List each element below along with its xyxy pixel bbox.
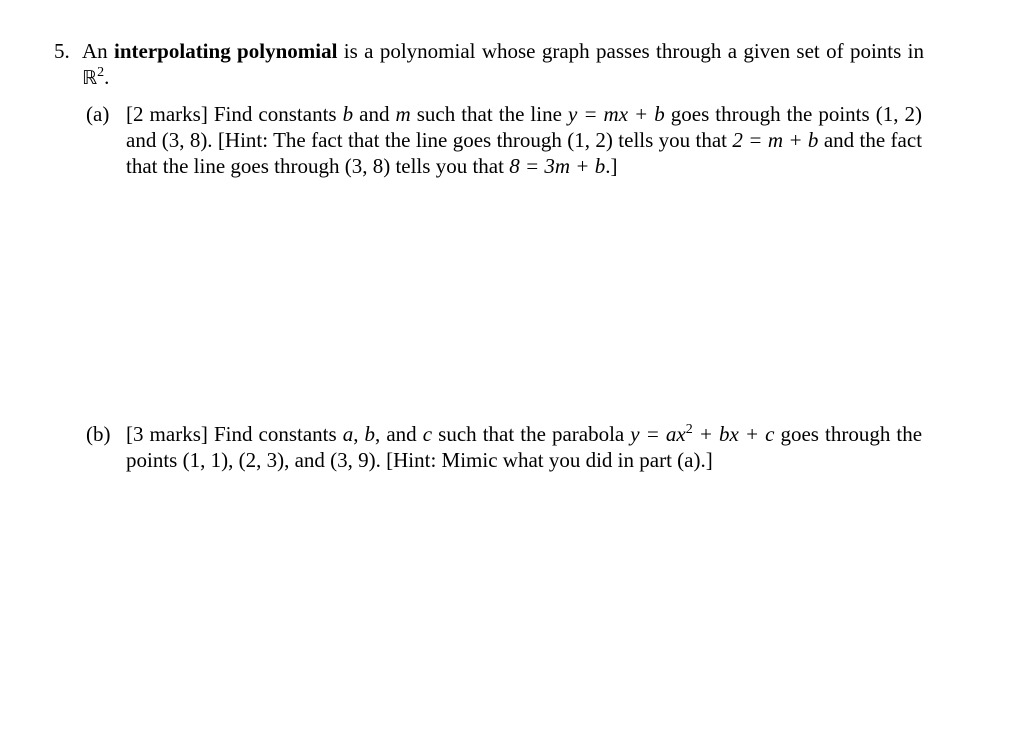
equation-1: 2 = m + b xyxy=(732,128,819,152)
part-a-text-4: goes through the points (1, 2) and (3, 8). [Hint: The fact that the line goes through (1, 2) tells you that xyxy=(126,102,922,152)
problem-number: 5. xyxy=(54,39,70,63)
part-a-text-5: and the fact that the line goes through (3, 8) tells you that xyxy=(126,128,923,178)
part-b-comma: , xyxy=(353,422,359,446)
parabola-rhs: + bx + c xyxy=(692,422,775,446)
part-b-text-3: such that the parabola xyxy=(438,422,625,446)
var-m: m xyxy=(395,102,411,126)
part-b-text-2: , and xyxy=(375,422,417,446)
part-b-text-1: Find constants xyxy=(213,422,337,446)
problem-statement xyxy=(54,38,924,91)
part-a-text-6: .] xyxy=(605,154,618,178)
part-b xyxy=(86,421,922,473)
part-a-label: (a) xyxy=(86,102,110,126)
part-a xyxy=(86,101,922,179)
equation-2: 8 = 3m + b xyxy=(509,154,606,178)
part-a-text-2: and xyxy=(359,102,390,126)
part-a-text xyxy=(126,101,922,179)
part-a-text-1: Find constants xyxy=(213,102,337,126)
intro-start: An xyxy=(82,39,108,63)
var-b: b xyxy=(364,422,376,446)
part-a-text-3: such that the line xyxy=(416,102,562,126)
problem-intro xyxy=(82,38,924,91)
parabola-exponent: 2 xyxy=(685,422,693,437)
part-b-text-4: goes through the points (1, 1), (2, 3), and (3, 9). [Hint: Mimic what you did in part (a).] xyxy=(126,422,923,472)
var-b: b xyxy=(342,102,354,126)
intro-end: . xyxy=(104,65,110,89)
part-b-text xyxy=(126,421,922,473)
parabola-lhs: y = ax xyxy=(630,422,686,446)
problem-5 xyxy=(54,38,924,91)
parabola-equation xyxy=(630,422,774,446)
intro-middle: is a polynomial whose graph passes through a given set of points in xyxy=(343,39,924,63)
real-numbers-exponent: 2 xyxy=(97,65,105,80)
part-a-marks: [2 marks] xyxy=(126,102,208,126)
line-equation: y = mx + b xyxy=(567,102,665,126)
part-b-marks: [3 marks] xyxy=(126,422,208,446)
real-numbers-symbol: ℝ xyxy=(82,67,98,89)
term-interpolating-polynomial: interpolating polynomial xyxy=(114,39,338,63)
var-a: a xyxy=(342,422,354,446)
part-b-label: (b) xyxy=(86,422,111,446)
var-c: c xyxy=(422,422,433,446)
